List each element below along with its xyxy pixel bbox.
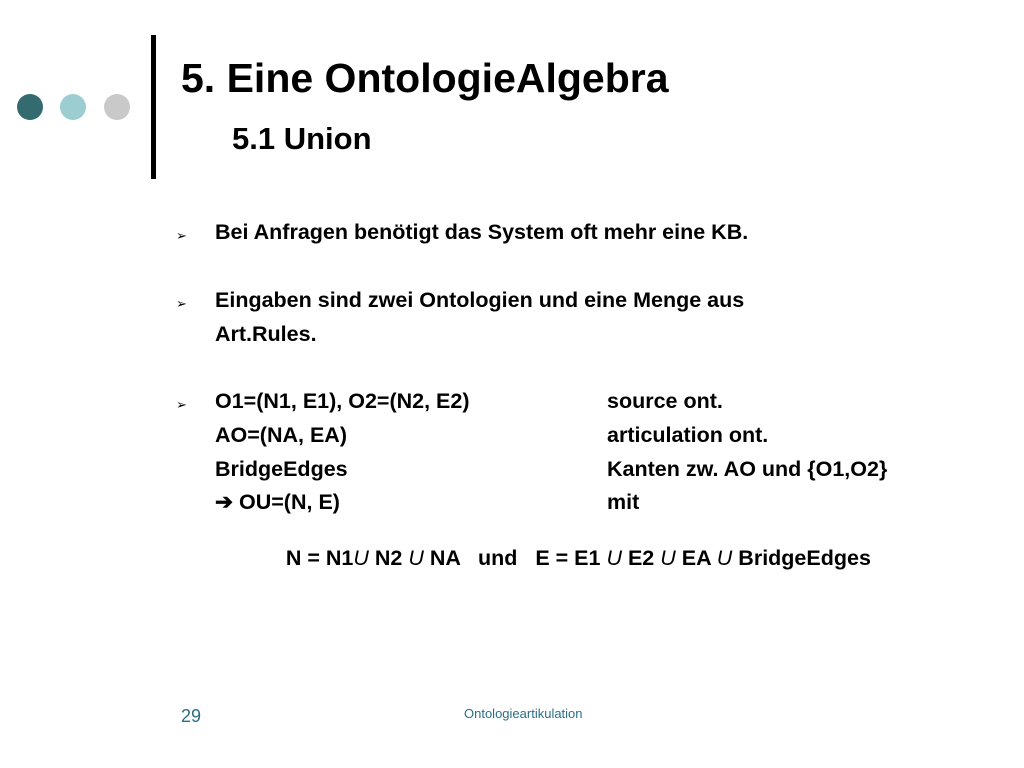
bullet-2-line-1: Eingaben sind zwei Ontologien und eine Menge aus [215,288,745,312]
result-definition: OU=(N, E) [239,490,340,514]
footer-title: Ontologieartikulation [464,706,583,721]
union-formula [250,526,871,591]
title-divider-bar [151,35,156,179]
decorative-dot-grey [104,94,130,120]
bullet-1-line-1: Bei Anfragen benötigt das System oft mehr eine KB. [215,220,749,244]
formula-part: E2 [621,545,661,570]
decorative-dot-dark [17,94,43,120]
union-symbol: U [408,545,424,570]
definition-right: articulation ont. [607,423,769,447]
result-line [215,492,340,514]
formula-part: NA und E = E1 [423,545,607,570]
formula-part: EA [675,545,717,570]
formula-part: N2 [368,545,409,570]
definition-left: O1=(N1, E1), O2=(N2, E2) [215,389,470,413]
definition-left: BridgeEdges [215,457,348,481]
arrowhead-bullet-icon: ➢ [176,296,187,311]
definition-right: Kanten zw. AO und {O1,O2} [607,457,888,481]
definition-right: mit [607,490,640,514]
arrowhead-bullet-icon: ➢ [176,228,187,243]
decorative-dot-teal [60,94,86,120]
slide-subtitle: 5.1 Union [232,121,372,156]
page-number: 29 [181,706,202,726]
bullet-2-line-2: Art.Rules. [215,322,317,346]
union-symbol: U [353,545,369,570]
union-symbol: U [716,545,733,570]
formula-part: N = N1 [285,545,354,570]
implies-arrow-icon: ➔ [215,490,234,514]
union-symbol: U [606,545,622,570]
slide-title: 5. Eine OntologieAlgebra [181,55,669,101]
arrowhead-bullet-icon: ➢ [176,397,187,412]
union-symbol: U [660,545,676,570]
formula-part: BridgeEdges [732,545,871,570]
definition-left: AO=(NA, EA) [215,423,347,447]
definition-right: source ont. [607,389,723,413]
